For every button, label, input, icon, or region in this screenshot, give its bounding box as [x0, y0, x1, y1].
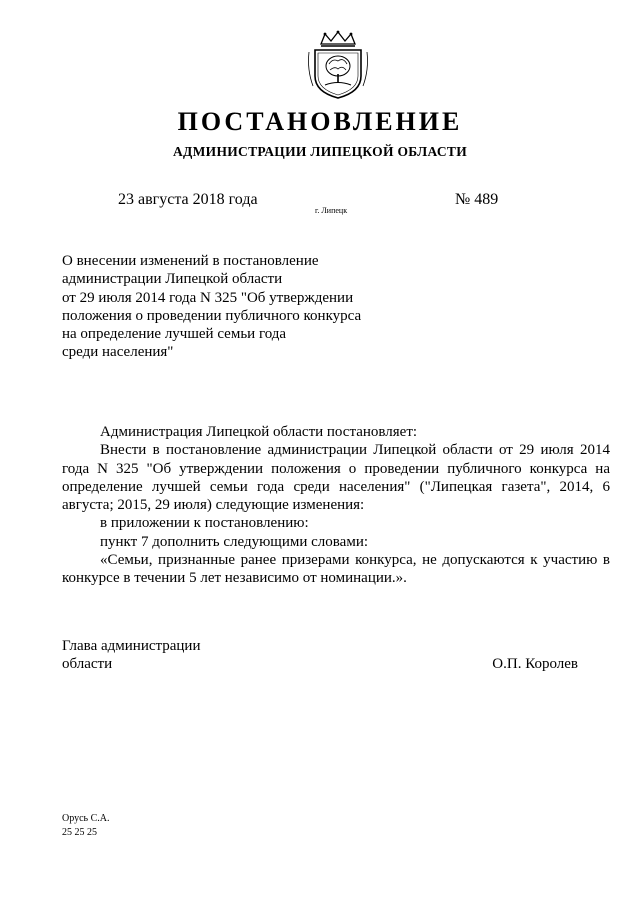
coat-of-arms-icon: [305, 30, 371, 100]
heading-line: положения о проведении публичного конкурса: [62, 307, 362, 324]
signatory-position: Глава администрации: [62, 638, 201, 654]
executor-phone: 25 25 25: [62, 827, 97, 838]
document-number: № 489: [455, 191, 499, 208]
signatory-position-cont: области: [62, 656, 113, 673]
heading-line: от 29 июля 2014 года N 325 "Об утверждении: [62, 289, 354, 306]
executor-name: Орусь С.А.: [62, 813, 110, 824]
document-heading: [62, 252, 422, 362]
body-paragraph: «Семьи, признанные ранее призерами конкурса, не допускаются к участию в конкурсе в течении 5 лет независимо от номинации.».: [62, 552, 610, 587]
heading-line: среди населения": [62, 344, 174, 361]
heading-line: администрации Липецкой области: [62, 271, 283, 288]
body-paragraph: пункт 7 дополнить следующими словами:: [100, 533, 369, 550]
document-city: г. Липецк: [315, 206, 348, 215]
signature-block: [62, 637, 578, 674]
executor-block: [62, 812, 109, 840]
body-paragraph: Внести в постановление администрации Липецкой области от 29 июля 2014 года N 325 "Об утверждении положения о проведении публичного конкурса на определение лучшей семьи года среди населения" ("Липецкая газета", 2014, 6 августа; 2015, 29 июля) следующие изменения:: [62, 442, 610, 514]
signatory-name: О.П. Королев: [492, 656, 578, 673]
document-date: 23 августа 2018 года: [118, 191, 258, 208]
document-body: [62, 423, 610, 588]
body-paragraph: Администрация Липецкой области постановляет:: [100, 424, 418, 440]
document-title: ПОСТАНОВЛЕНИЕ: [177, 107, 463, 136]
heading-line: О внесении изменений в постановление: [62, 253, 319, 269]
heading-line: на определение лучшей семьи года: [62, 326, 287, 343]
body-paragraph: в приложении к постановлению:: [100, 515, 309, 532]
issuing-authority: АДМИНИСТРАЦИИ ЛИПЕЦКОЙ ОБЛАСТИ: [172, 144, 468, 159]
